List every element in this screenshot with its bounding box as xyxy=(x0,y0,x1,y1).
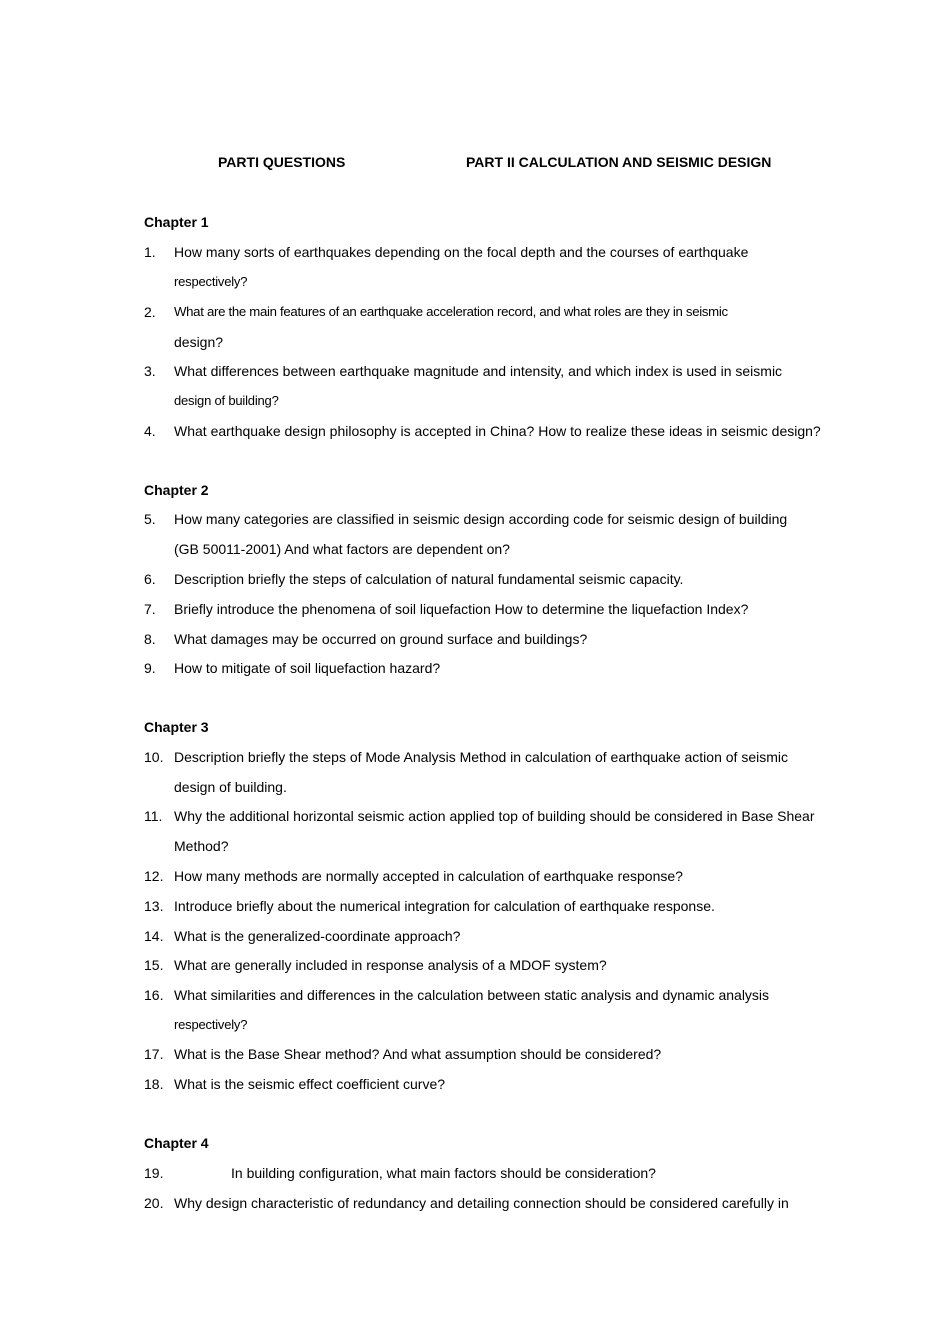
question-text: Description briefly the steps of Mode Analysis Method in calculation of earthquake action of seismic xyxy=(174,749,788,765)
question-1 xyxy=(144,237,856,297)
question-16 xyxy=(144,980,856,1040)
question-11 xyxy=(144,801,856,861)
question-number: 16. xyxy=(144,987,164,1003)
question-text: What earthquake design philosophy is accepted in China? How to realize these ideas in seismic design? xyxy=(174,423,821,439)
question-text: How many sorts of earthquakes depending on the focal depth and the courses of earthquake xyxy=(174,244,749,260)
question-5 xyxy=(144,504,856,564)
question-text: How many methods are normally accepted in calculation of earthquake response? xyxy=(174,868,683,884)
question-3 xyxy=(144,356,856,416)
question-19 xyxy=(144,1158,856,1188)
question-text: What is the seismic effect coefficient curve? xyxy=(174,1076,446,1092)
question-text-cont: design? xyxy=(174,334,224,350)
question-14 xyxy=(144,921,856,951)
question-6 xyxy=(144,564,856,594)
question-9 xyxy=(144,653,856,683)
part1-heading: PARTI QUESTIONS xyxy=(218,154,346,170)
chapter-2-title: Chapter 2 xyxy=(144,482,209,498)
question-13 xyxy=(144,891,856,921)
question-20 xyxy=(144,1188,856,1218)
question-number: 4. xyxy=(144,423,156,439)
question-number: 5. xyxy=(144,511,156,527)
question-text-cont: Method? xyxy=(174,838,229,854)
question-number: 7. xyxy=(144,601,156,617)
question-text: How many categories are classified in seismic design according code for seismic design of building xyxy=(174,511,788,527)
question-17 xyxy=(144,1039,856,1069)
question-text: Description briefly the steps of calculation of natural fundamental seismic capacity. xyxy=(174,571,684,587)
question-text-cont: respectively? xyxy=(174,274,248,289)
question-number: 2. xyxy=(144,304,156,320)
question-text-cont: (GB 50011-2001) And what factors are dependent on? xyxy=(174,541,510,557)
question-text: Introduce briefly about the numerical integration for calculation of earthquake response. xyxy=(174,898,715,914)
question-text: Why the additional horizontal seismic action applied top of building should be considered in Base Shear xyxy=(174,808,815,824)
question-number: 1. xyxy=(144,244,156,260)
question-text: What damages may be occurred on ground surface and buildings? xyxy=(174,631,588,647)
question-number: 20. xyxy=(144,1195,164,1211)
question-text-cont: design of building. xyxy=(174,779,287,795)
question-number: 6. xyxy=(144,571,156,587)
question-8 xyxy=(144,624,856,654)
question-number: 9. xyxy=(144,660,156,676)
question-text: Briefly introduce the phenomena of soil liquefaction How to determine the liquefaction Index? xyxy=(174,601,749,617)
question-number: 17. xyxy=(144,1046,164,1062)
question-number: 8. xyxy=(144,631,156,647)
question-18 xyxy=(144,1069,856,1099)
question-text-cont: design of building? xyxy=(174,393,279,408)
part2-heading: PART II CALCULATION AND SEISMIC DESIGN xyxy=(466,154,772,170)
question-number: 15. xyxy=(144,957,164,973)
question-text: What differences between earthquake magnitude and intensity, and which index is used in seismic xyxy=(174,363,783,379)
question-text-cont: respectively? xyxy=(174,1017,248,1032)
question-7 xyxy=(144,594,856,624)
question-text: How to mitigate of soil liquefaction hazard? xyxy=(174,660,441,676)
question-text: What is the Base Shear method? And what assumption should be considered? xyxy=(174,1046,662,1062)
question-number: 18. xyxy=(144,1076,164,1092)
question-number: 11. xyxy=(144,808,163,824)
question-text: What are generally included in response analysis of a MDOF system? xyxy=(174,957,607,973)
question-text: What are the main features of an earthquake acceleration record, and what roles are they in seismic xyxy=(174,304,728,319)
question-number: 10. xyxy=(144,749,164,765)
question-number: 14. xyxy=(144,928,164,944)
question-15 xyxy=(144,950,856,980)
question-text: In building configuration, what main factors should be consideration? xyxy=(231,1165,656,1181)
chapter-1-title: Chapter 1 xyxy=(144,214,209,230)
question-text: What similarities and differences in the calculation between static analysis and dynamic analysis xyxy=(174,987,770,1003)
question-text: What is the generalized-coordinate approach? xyxy=(174,928,461,944)
question-number: 3. xyxy=(144,363,156,379)
question-12 xyxy=(144,861,856,891)
question-number: 12. xyxy=(144,868,164,884)
question-2 xyxy=(144,297,856,357)
question-10 xyxy=(144,742,856,802)
question-number: 13. xyxy=(144,898,164,914)
chapter-3-title: Chapter 3 xyxy=(144,719,209,735)
question-number: 19. xyxy=(144,1165,164,1181)
question-4 xyxy=(144,416,856,446)
chapter-4-title: Chapter 4 xyxy=(144,1135,209,1151)
question-text: Why design characteristic of redundancy and detailing connection should be considered carefully in xyxy=(174,1195,789,1211)
